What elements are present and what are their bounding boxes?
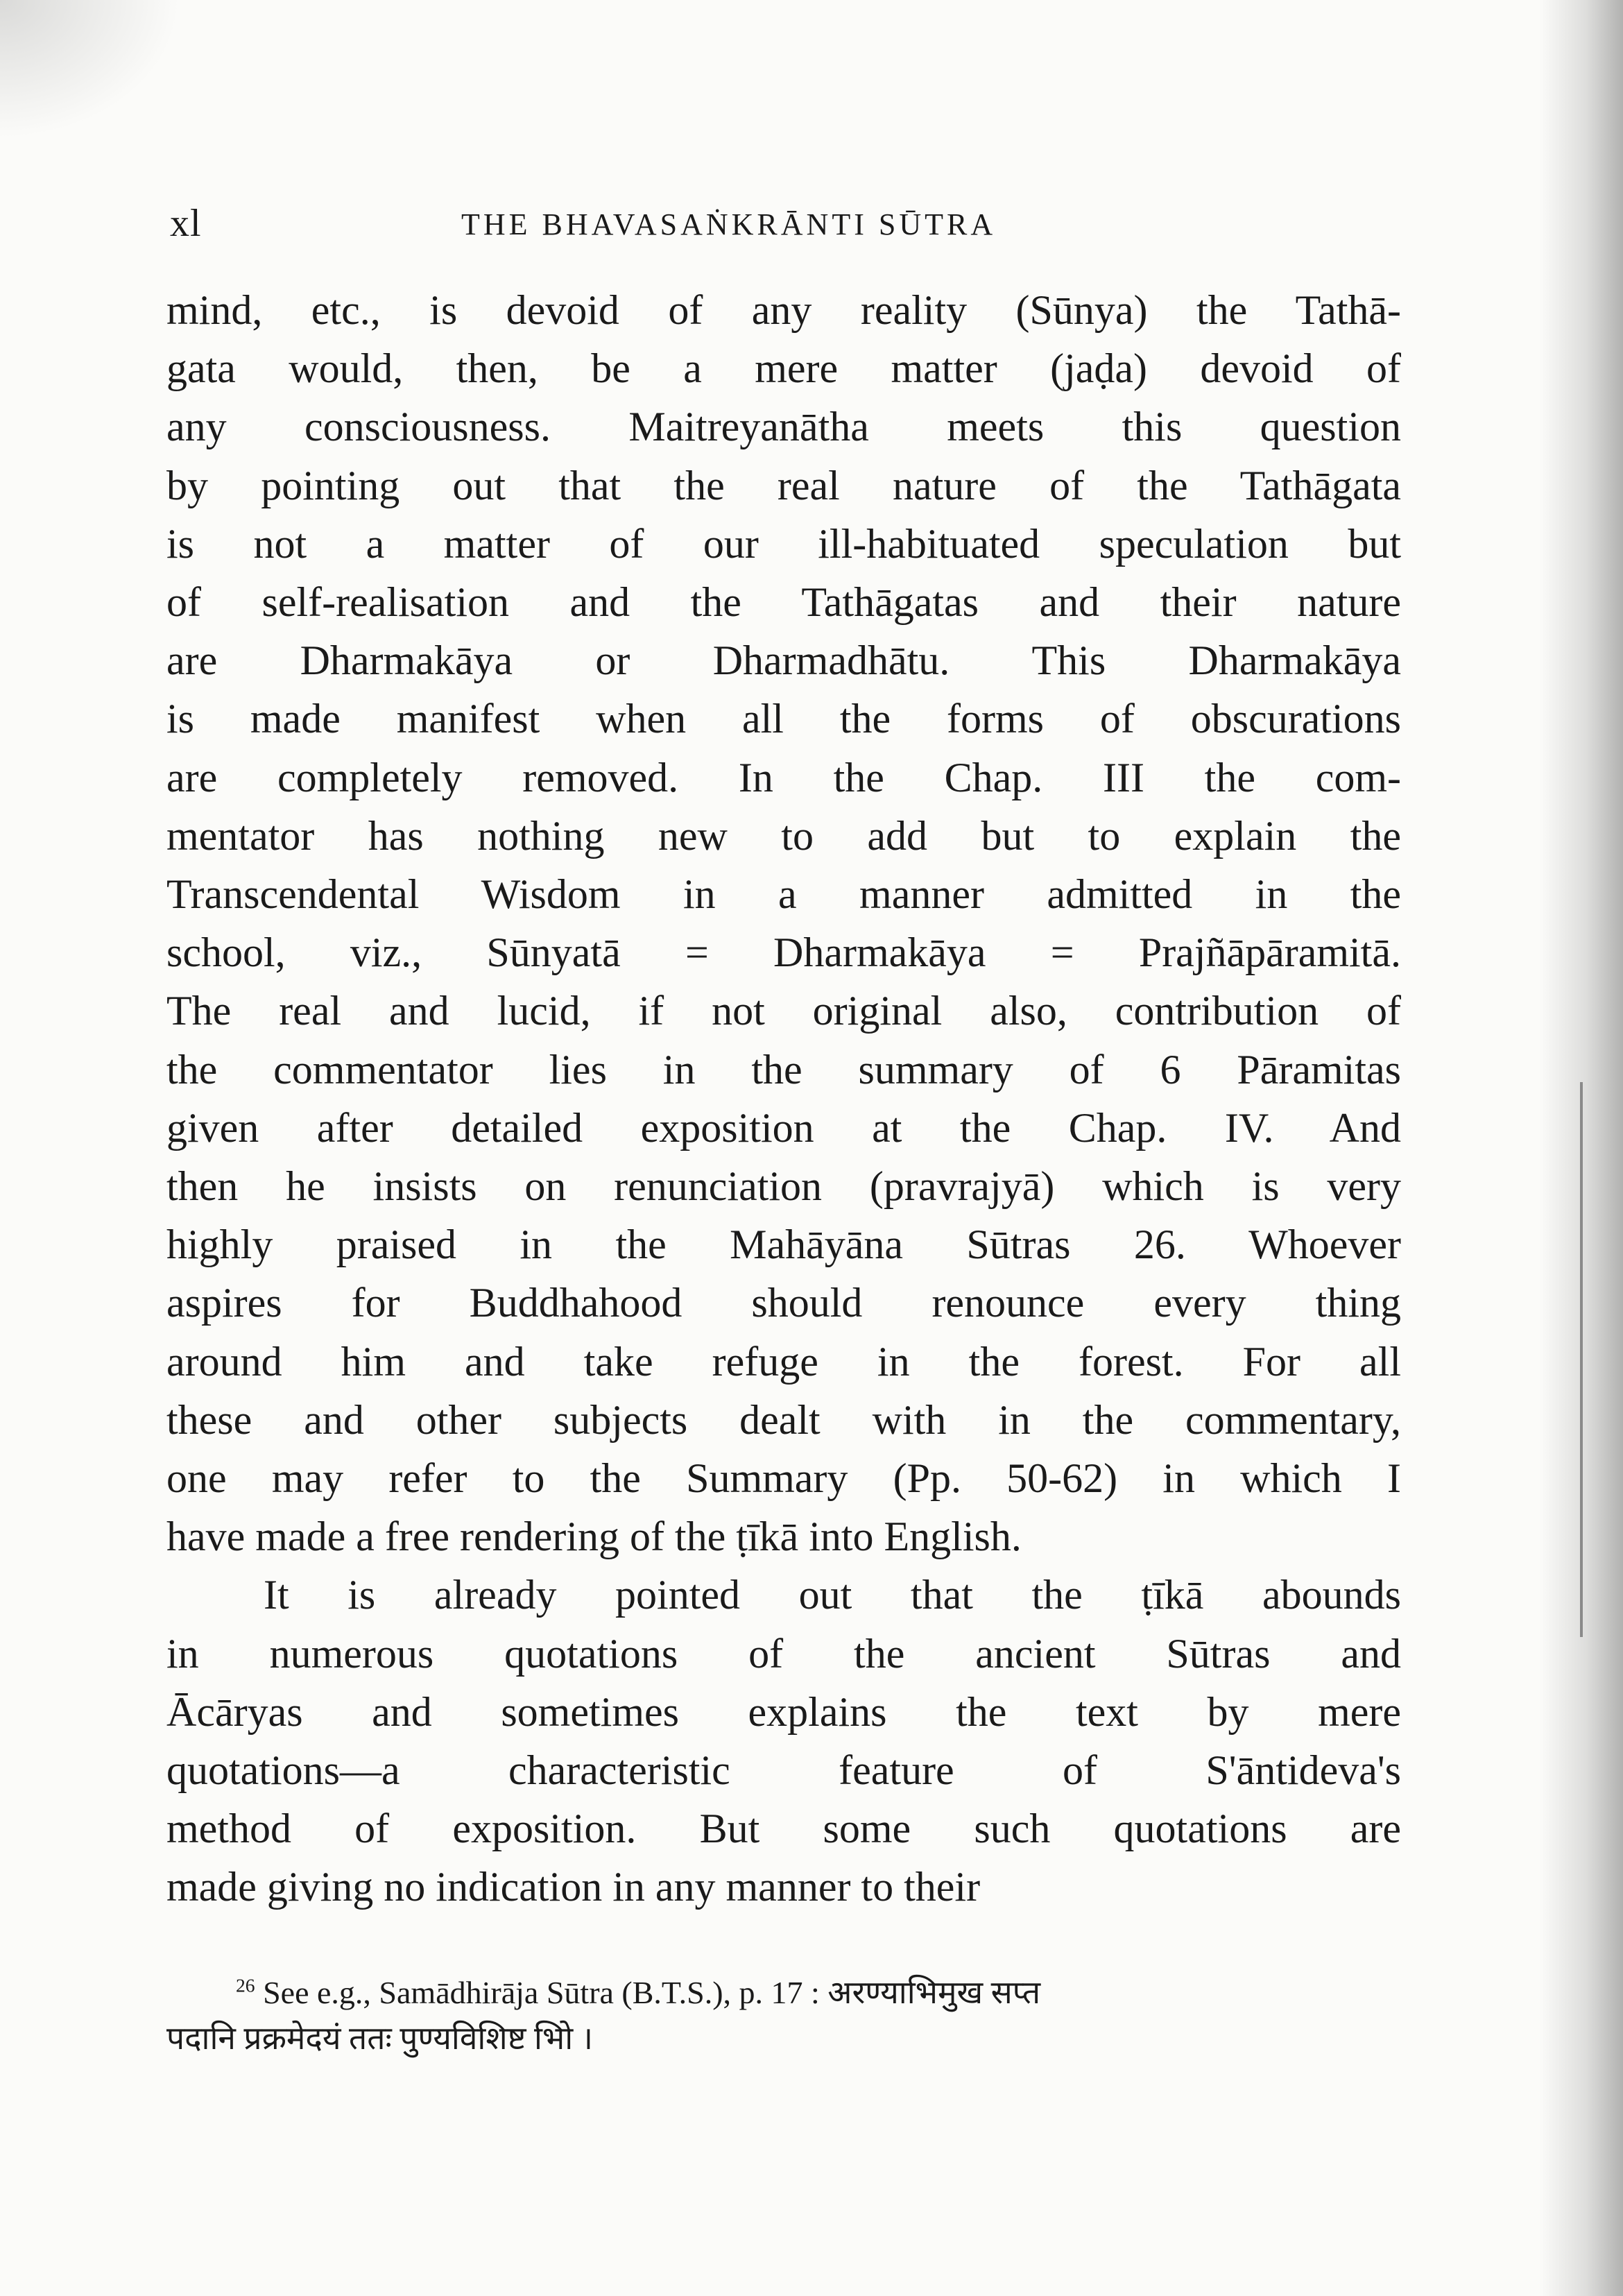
text-line: are completely removed. In the Chap. III the com-: [166, 754, 1401, 800]
text-line: in numerous quotations of the ancient Sūtras and: [166, 1630, 1401, 1677]
text-line: made giving no indication in any manner to their: [166, 1864, 981, 1910]
text-line: these and other subjects dealt with in the commentary,: [166, 1396, 1401, 1443]
text-line: around him and take refuge in the forest. For all: [166, 1338, 1401, 1385]
text-line: gata would, then, be a mere matter (jaḍa) devoid of: [166, 345, 1401, 392]
scan-corner-shading: [0, 0, 180, 139]
footnote: [166, 1970, 1401, 2062]
running-title: THE BHAVASAṄKRĀNTI SŪTRA: [461, 207, 997, 241]
paragraphs: [166, 281, 1401, 1917]
text-line: of self-realisation and the Tathāgatas and their nature: [166, 579, 1401, 626]
text-line: by pointing out that the real nature of the Tathāgata: [166, 462, 1401, 508]
footnote-text: See e.g., Samādhirāja Sūtra (B.T.S.), p. 17 : अरण्याभिमुख सप्त: [263, 1975, 1041, 2010]
page-header: [170, 201, 1401, 257]
text-line: mentator has nothing new to add but to explain the: [166, 812, 1401, 859]
body-text: [166, 281, 1401, 1917]
text-line: is made manifest when all the forms of obscurations: [166, 696, 1401, 742]
text-line: quotations—a characteristic feature of S'āntideva's: [166, 1747, 1401, 1794]
footnote-line-1: [166, 1970, 1401, 2016]
text-line: The real and lucid, if not original also, contribution of: [166, 988, 1401, 1034]
text-line: is not a matter of our ill-habituated speculation but: [166, 520, 1401, 567]
text-line: school, viz., Sūnyatā = Dharmakāya = Prajñāpāramitā.: [166, 929, 1401, 976]
text-line: Ācāryas and sometimes explains the text by mere: [166, 1688, 1401, 1735]
text-line: method of exposition. But some such quotations are: [166, 1806, 1401, 1852]
text-line: then he insists on renunciation (pravrajyā) which is very: [166, 1163, 1401, 1210]
text-line: any consciousness. Maitreyanātha meets this question: [166, 404, 1401, 450]
footnote-marker: 26: [236, 1974, 255, 1996]
text-line: given after detailed exposition at the Chap. IV. And: [166, 1104, 1401, 1151]
text-line: Transcendental Wisdom in a manner admitted in the: [166, 871, 1401, 918]
text-line: mind, etc., is devoid of any reality (Sūnya) the Tathā-: [166, 287, 1401, 333]
footnote-line-2: पदानि प्रक्रमेदयं ततः पुण्यविशिष्ट भोि ।: [166, 2021, 594, 2056]
page-number: xl: [170, 202, 202, 245]
text-line: It is already pointed out that the ṭīkā abounds: [264, 1572, 1401, 1618]
text-line: the commentator lies in the summary of 6 Pāramitas: [166, 1046, 1401, 1093]
text-line: highly praised in the Mahāyāna Sūtras 26. Whoever: [166, 1222, 1401, 1268]
text-line: are Dharmakāya or Dharmadhātu. This Dharmakāya: [166, 637, 1401, 684]
text-line: one may refer to the Summary (Pp. 50-62) in which I: [166, 1455, 1401, 1502]
text-line: aspires for Buddhahood should renounce every thing: [166, 1280, 1401, 1326]
binding-mark: [1580, 1082, 1583, 1637]
text-line: have made a free rendering of the ṭīkā into English.: [166, 1514, 1022, 1560]
